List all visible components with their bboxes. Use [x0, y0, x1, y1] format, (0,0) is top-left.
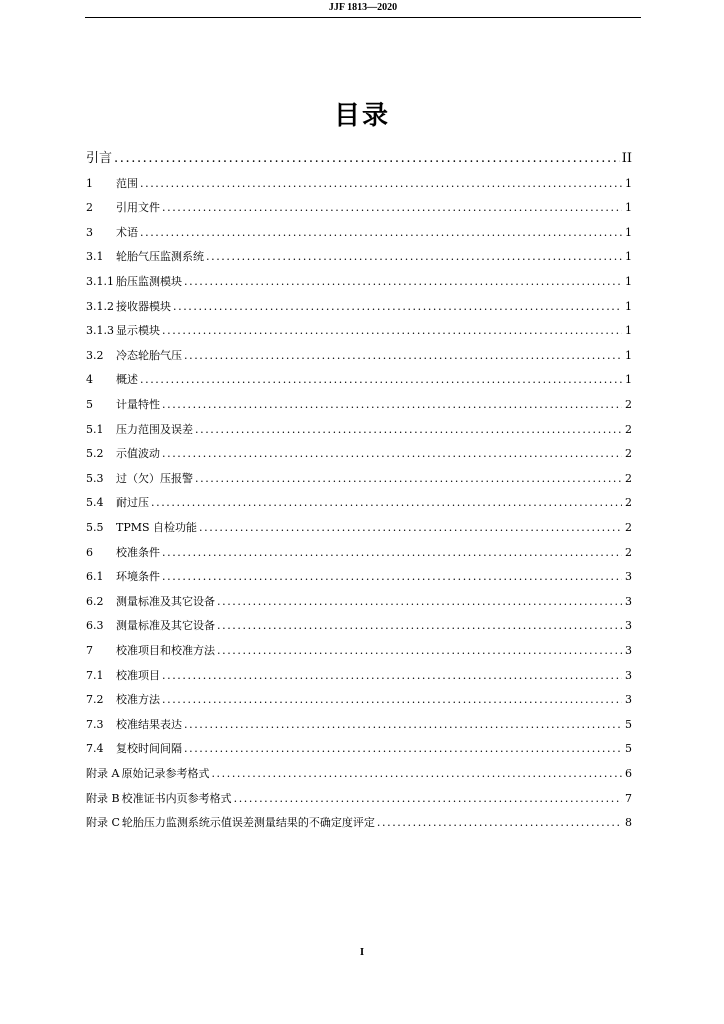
toc-dot-leader — [234, 791, 622, 807]
toc-entry-page: 3 — [625, 594, 632, 608]
toc-entry[interactable] — [86, 614, 632, 634]
toc-entry[interactable] — [86, 787, 632, 807]
toc-entry-number: 4 — [86, 373, 93, 387]
toc-entry-title: 耐过压 — [116, 496, 149, 510]
toc-entry-page: 2 — [625, 471, 632, 485]
toc-entry[interactable] — [86, 713, 632, 733]
toc-entry-page: 2 — [625, 422, 632, 436]
toc-entry-number: 3.1.2 — [86, 299, 114, 313]
toc-entry[interactable] — [86, 319, 632, 339]
toc-entry[interactable] — [86, 368, 632, 388]
toc-entry-title: 胎压监测模块 — [116, 275, 182, 288]
toc-dot-leader — [162, 692, 622, 708]
toc-entry-number: 5.4 — [86, 496, 104, 510]
toc-entry-title: 术语 — [116, 225, 138, 239]
toc-entry-page: 1 — [625, 250, 632, 264]
toc-entry-number: 7.1 — [86, 668, 104, 682]
toc-entry-page: 1 — [625, 275, 632, 288]
toc-entry-page: 2 — [625, 447, 632, 461]
page-number: I — [359, 946, 365, 958]
toc-entry[interactable] — [86, 664, 632, 684]
toc-entry[interactable] — [86, 147, 632, 167]
toc-entry[interactable] — [86, 639, 632, 659]
toc-entry-title: 环境条件 — [116, 570, 160, 584]
toc-dot-leader — [217, 643, 622, 659]
toc-entry-number: 3.1.1 — [86, 275, 114, 288]
toc-entry[interactable] — [86, 688, 632, 708]
toc-dot-leader — [184, 741, 622, 757]
toc-entry[interactable] — [86, 393, 632, 413]
toc-entry-title: 引言 — [86, 151, 113, 166]
toc-entry-page: 5 — [625, 742, 632, 756]
toc-entry-page: 8 — [625, 816, 632, 830]
toc-entry-number: 5 — [86, 398, 93, 411]
toc-entry-title: 校准条件 — [116, 545, 160, 559]
toc-entry[interactable] — [86, 590, 632, 610]
toc-entry-page: 3 — [625, 693, 632, 707]
toc-entry-number: 6 — [86, 545, 93, 559]
toc-entry-title: TPMS 自检功能 — [116, 521, 198, 534]
toc-entry-number: 附录 C — [86, 816, 120, 830]
toc-dot-leader — [184, 348, 622, 364]
toc-entry-page: 7 — [625, 791, 632, 805]
toc-entry-title: 范围 — [116, 176, 138, 190]
toc-entry[interactable] — [86, 221, 632, 241]
toc-entry[interactable] — [86, 344, 632, 364]
toc-entry-title: 压力范围及误差 — [116, 422, 193, 436]
toc-entry-title: 校准项目 — [116, 668, 160, 682]
toc-entry-page: 1 — [625, 225, 632, 239]
toc-entry-title: 测量标准及其它设备 — [116, 619, 215, 633]
toc-dot-leader — [217, 618, 622, 634]
toc-entry[interactable] — [86, 270, 632, 290]
toc-entry-page: 2 — [625, 521, 632, 534]
toc-entry-title: 接收器模块 — [116, 299, 171, 313]
toc-entry-number: 6.1 — [86, 570, 104, 584]
toc-entry-number: 6.2 — [86, 594, 104, 608]
toc-entry-page: 5 — [625, 717, 632, 731]
toc-dot-leader — [184, 717, 622, 733]
toc-entry-number: 3.2 — [86, 348, 104, 362]
toc-entry-number: 3.1 — [86, 250, 104, 264]
toc-entry-page: 3 — [625, 619, 632, 633]
toc-dot-leader — [377, 815, 622, 831]
toc-entry-page: 1 — [625, 299, 632, 313]
toc-entry[interactable] — [86, 245, 632, 265]
toc-entry[interactable] — [86, 737, 632, 757]
toc-entry-number: 7 — [86, 644, 93, 657]
toc-entry-title: 显示模块 — [116, 324, 160, 338]
toc-entry-number: 附录 A — [86, 767, 120, 780]
toc-entry-title: 概述 — [116, 373, 138, 387]
toc-dot-leader — [206, 249, 622, 265]
toc-entry-page: 1 — [625, 348, 632, 362]
running-header — [85, 0, 641, 18]
toc-entry-title: 引用文件 — [116, 201, 160, 215]
toc-entry[interactable] — [86, 442, 632, 462]
toc-dot-leader — [195, 471, 622, 487]
toc-entry[interactable] — [86, 565, 632, 585]
toc-entry-number: 6.3 — [86, 619, 104, 633]
toc-entry[interactable] — [86, 418, 632, 438]
toc-dot-leader — [195, 422, 622, 438]
toc-entry-title: 校准方法 — [116, 693, 160, 707]
toc-entry-number: 1 — [86, 176, 93, 190]
toc-entry-title: 测量标准及其它设备 — [116, 594, 215, 608]
toc-dot-leader — [140, 225, 622, 241]
toc-entry-number: 7.4 — [86, 742, 104, 756]
toc-entry-page: 6 — [625, 767, 632, 780]
toc-entry[interactable] — [86, 467, 632, 487]
toc-entry-number: 7.2 — [86, 693, 104, 707]
toc-entry[interactable] — [86, 295, 632, 315]
toc-entry-page: II — [621, 151, 632, 166]
document-code: JJF 1813—2020 — [328, 2, 398, 13]
toc-entry-number: 5.5 — [86, 521, 104, 534]
toc-dot-leader — [162, 668, 622, 684]
toc-entry[interactable] — [86, 541, 632, 561]
toc-dot-leader — [217, 594, 622, 610]
toc-entry-title: 示值波动 — [116, 447, 160, 461]
toc-entry-number: 3.1.3 — [86, 324, 114, 338]
toc-entry-page: 1 — [625, 201, 632, 215]
toc-dot-leader — [173, 299, 622, 315]
toc-dot-leader — [162, 446, 622, 462]
toc-entry-number: 3 — [86, 225, 93, 239]
toc-entry-title: 复校时间间隔 — [116, 742, 182, 756]
toc-entry[interactable] — [86, 196, 632, 216]
toc-dot-leader — [211, 766, 622, 782]
toc-entry-page: 3 — [625, 570, 632, 584]
toc-entry-number: 5.1 — [86, 422, 104, 436]
toc-entry[interactable] — [86, 172, 632, 192]
toc-entry-number: 附录 B — [86, 791, 120, 805]
toc-entry[interactable] — [86, 516, 632, 536]
toc-dot-leader — [162, 323, 622, 339]
toc-dot-leader — [162, 569, 622, 585]
toc-dot-leader — [162, 200, 622, 216]
toc-entry-title: 校准项目和校准方法 — [116, 644, 215, 657]
toc-entry-title: 过（欠）压报警 — [116, 471, 193, 485]
toc-entry[interactable] — [86, 762, 632, 782]
toc-entry-number: 5.3 — [86, 471, 104, 485]
toc-dot-leader — [184, 274, 622, 290]
toc-entry-title: 校准证书内页参考格式 — [121, 791, 232, 805]
toc-entry-title: 计量特性 — [116, 398, 160, 411]
toc-dot-leader — [114, 151, 620, 167]
toc-dot-leader — [162, 545, 622, 561]
toc-dot-leader — [199, 520, 622, 536]
toc-entry-number: 7.3 — [86, 717, 104, 731]
toc-entry-title: 校准结果表达 — [116, 717, 182, 731]
toc-entry-number: 5.2 — [86, 447, 104, 461]
toc-entry-title: 冷态轮胎气压 — [116, 348, 182, 362]
toc-entry-title: 原始记录参考格式 — [121, 767, 210, 780]
toc-entry-page: 3 — [625, 668, 632, 682]
toc-entry[interactable] — [86, 811, 632, 831]
page-title: 目录 — [333, 101, 390, 131]
toc-entry[interactable] — [86, 491, 632, 511]
toc-dot-leader — [151, 495, 622, 511]
toc-entry-title: 轮胎气压监测系统 — [116, 250, 204, 264]
toc-entry-page: 1 — [625, 373, 632, 387]
toc-dot-leader — [140, 176, 622, 192]
toc-entry-page: 1 — [625, 324, 632, 338]
toc-entry-page: 1 — [625, 176, 632, 190]
toc-entry-page: 2 — [625, 545, 632, 559]
toc-entry-page: 3 — [625, 644, 632, 657]
toc-entry-number: 2 — [86, 201, 93, 215]
toc-dot-leader — [140, 372, 622, 388]
toc-entry-page: 2 — [625, 496, 632, 510]
toc-entry-title: 轮胎压力监测系统示值误差测量结果的不确定度评定 — [121, 816, 375, 830]
toc-dot-leader — [162, 397, 622, 413]
toc-entry-page: 2 — [625, 398, 632, 411]
